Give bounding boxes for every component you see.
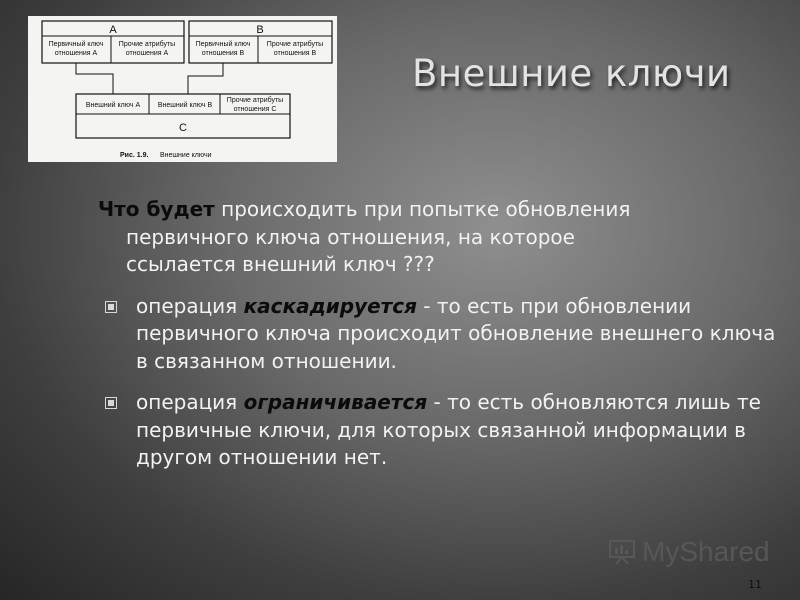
entity-b-label: B: [256, 24, 264, 36]
question-line3: ссылается внешний ключ ???: [126, 252, 435, 276]
figure-caption-number: Рис. 1.9.: [120, 152, 149, 159]
slide-title: Внешние ключи: [412, 52, 731, 95]
slide-body: [98, 196, 778, 486]
bullet-cascade-emphasis: каскадируется: [243, 293, 417, 318]
square-bullet-icon: [105, 301, 117, 313]
entity-a-label: A: [109, 24, 117, 36]
watermark-text: MyShared: [642, 536, 770, 567]
figure-caption-text: Внешние ключи: [160, 152, 212, 159]
a-attr-line2: отношения A: [125, 50, 169, 57]
question-bold: Что будет: [98, 197, 215, 221]
b-attr-line2: отношения B: [273, 50, 317, 57]
b-pk-line1: Первичный ключ: [195, 41, 251, 48]
c-attr-line1: Прочие атрибуты: [226, 97, 284, 104]
bullet-restrict-emphasis: ограничивается: [243, 390, 428, 414]
question-paragraph: [98, 196, 778, 279]
watermark: [608, 536, 770, 568]
a-pk-line2: отношения A: [54, 50, 98, 57]
bullet-restrict-post: - то есть обновляются лишь те первичные ключи, для которых связанной информации в другом отношении нет.: [136, 390, 761, 469]
page-number: 11: [748, 578, 762, 591]
question-line2: первичного ключа отношения, на которое: [126, 224, 575, 249]
bullet-cascade-pre: операция: [136, 293, 244, 318]
c-fk-b: Внешний ключ B: [157, 102, 213, 109]
b-attr-line1: Прочие атрибуты: [266, 41, 324, 48]
question-rest: происходить при попытке обновления: [214, 197, 631, 221]
a-pk-line1: Первичный ключ: [48, 41, 104, 48]
bullet-cascade: [98, 293, 778, 376]
square-bullet-icon: [105, 397, 117, 409]
entity-c-label: C: [179, 122, 187, 134]
foreign-keys-figure: [28, 16, 337, 162]
bullet-restrict-pre: операция: [136, 390, 244, 414]
bullet-restrict: [98, 389, 778, 472]
b-pk-line2: отношения B: [201, 50, 245, 57]
a-attr-line1: Прочие атрибуты: [118, 41, 176, 48]
bullet-cascade-post: - то есть при обновлении первичного ключа происходит обновление внешнего ключа в связанном отношении.: [136, 293, 776, 373]
c-attr-line2: отношения C: [233, 106, 277, 113]
foreign-keys-diagram: [28, 16, 337, 162]
presentation-board-icon: [608, 539, 636, 565]
c-fk-a: Внешний ключ A: [85, 102, 141, 109]
